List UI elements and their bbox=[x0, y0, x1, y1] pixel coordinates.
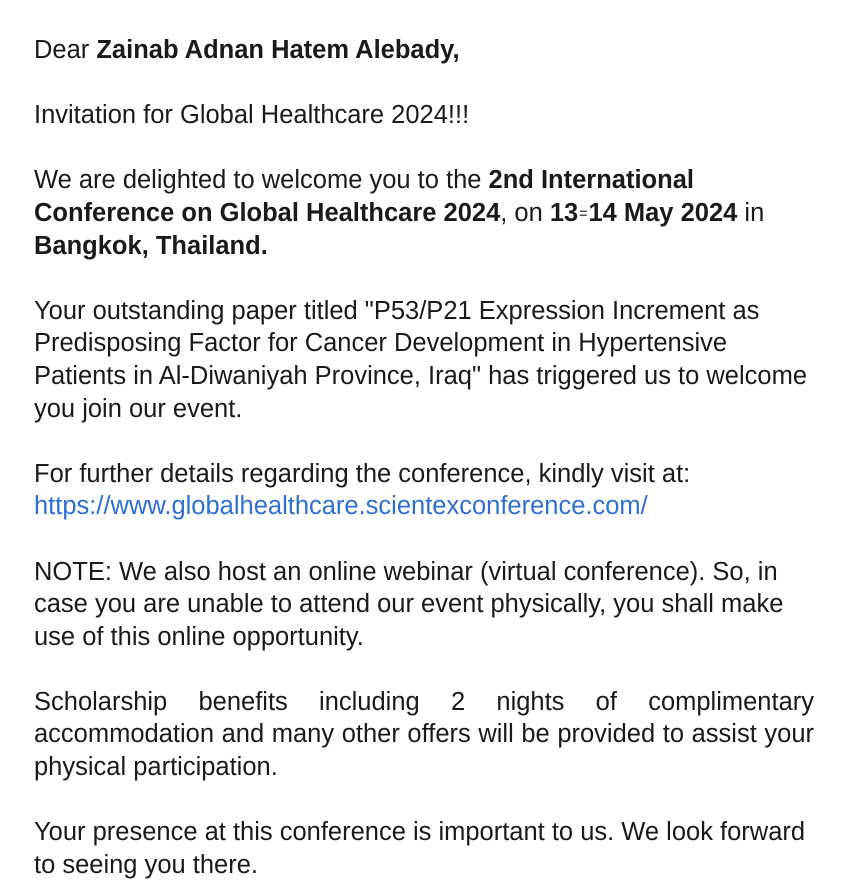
greeting bbox=[34, 34, 814, 67]
recipient-name: Zainab Adnan Hatem Alebady, bbox=[96, 36, 460, 64]
details-paragraph bbox=[34, 458, 814, 523]
scholarship-paragraph: Scholarship benefits including 2 nights of complimentary accommodation and many other offers will be provided to assist your physical participation. bbox=[34, 687, 814, 782]
date-start: 13 bbox=[549, 198, 579, 227]
conference-website-link[interactable]: https://www.globalhealthcare.scientexconference.com/ bbox=[34, 492, 648, 521]
closing-paragraph: Your presence at this conference is important to us. We look forward to seeing you there. bbox=[34, 818, 806, 879]
conference-date bbox=[550, 199, 737, 227]
message-body bbox=[34, 34, 814, 881]
details-text: For further details regarding the conference, kindly visit at: bbox=[34, 459, 691, 488]
date-separator: = bbox=[579, 204, 588, 221]
welcome-paragraph bbox=[34, 164, 814, 262]
conference-location: Bangkok, Thailand. bbox=[34, 231, 268, 260]
welcome-text: We are delighted to welcome you to the bbox=[34, 166, 489, 195]
note-paragraph: NOTE: We also host an online webinar (virtual conference). So, in case you are unable to attend our event physically, you shall make use of this online opportunity. bbox=[34, 557, 784, 651]
conference-name: 2nd International Conference on Global Healthcare 2024 bbox=[34, 166, 694, 227]
paper-paragraph: Your outstanding paper titled "P53/P21 Expression Increment as Predisposing Factor for Cancer Development in Hypertensive Patients in Al-Diwaniyah Province, Iraq" has triggered us to welcome you join our event. bbox=[34, 296, 808, 423]
welcome-text-on: , on bbox=[500, 198, 550, 227]
greeting-prefix: Dear bbox=[34, 36, 97, 64]
welcome-text-in: in bbox=[737, 198, 765, 227]
date-end: 14 May 2024 bbox=[588, 198, 738, 227]
invitation-line: Invitation for Global Healthcare 2024!!! bbox=[34, 101, 470, 130]
